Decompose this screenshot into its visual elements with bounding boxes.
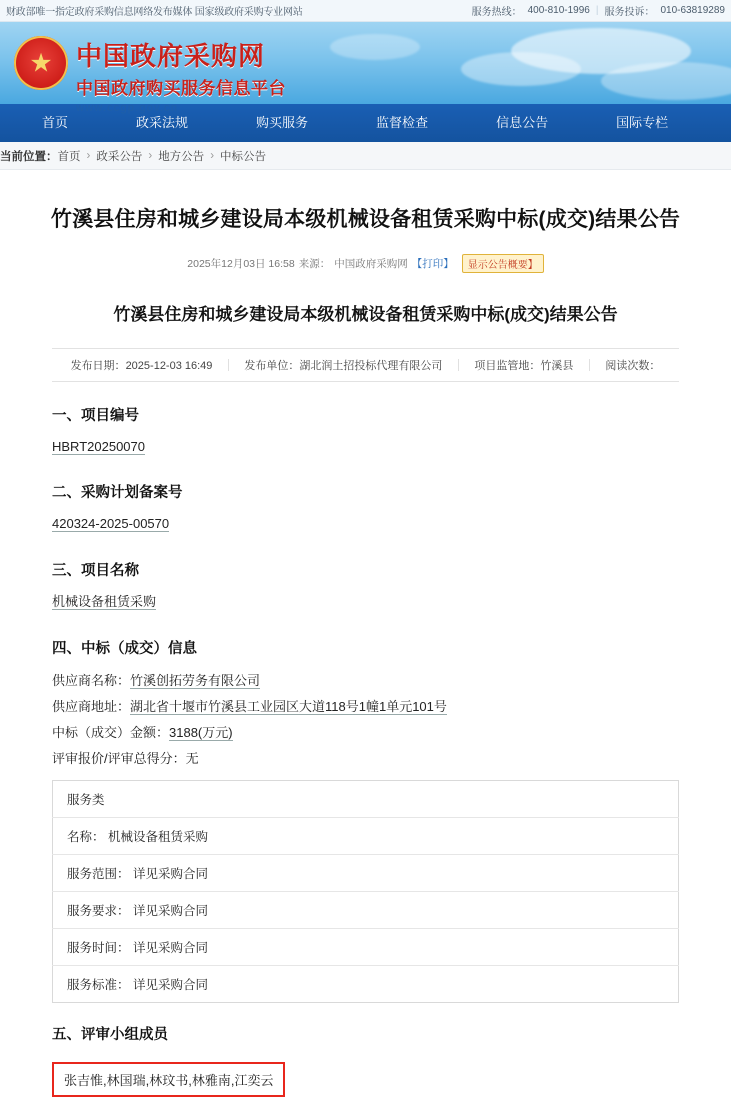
nav-regulations[interactable]: 政采法规: [136, 115, 189, 130]
bid-supplier-name-value: 竹溪创拓劳务有限公司: [130, 672, 261, 688]
nav-supervision[interactable]: 监督检查: [376, 115, 429, 130]
bid-supplier-name-label: 供应商名称：: [52, 672, 131, 688]
service-scope-label: 服务范围：: [67, 866, 130, 881]
nav-purchase-service[interactable]: 购买服务: [256, 115, 309, 130]
complaint-number: 010-63819289: [660, 5, 725, 16]
section-review-panel-heading: 五、评审小组成员: [52, 1026, 168, 1043]
service-name-value: 机械设备租赁采购: [108, 829, 209, 844]
info-region-value: 竹溪县: [540, 359, 574, 372]
announcement-card: [40, 295, 691, 1115]
section-project-number-value: HBRT20250070: [52, 438, 145, 454]
bid-amount-row: [52, 720, 679, 746]
info-publisher: [228, 357, 458, 373]
national-emblem-icon: [14, 36, 68, 90]
section-project-name: [52, 559, 679, 615]
page-content: [0, 204, 731, 1115]
bid-amount-label: 中标（成交）金额：: [52, 724, 170, 740]
complaint-label: 服务投诉：: [604, 7, 655, 18]
service-time-value: 详见采购合同: [133, 940, 209, 955]
bid-supplier-name-row: [52, 668, 679, 694]
info-views: [589, 357, 676, 373]
info-region: [458, 357, 589, 373]
breadcrumb-item-local[interactable]: 地方公告: [158, 150, 205, 163]
section-bid-result-heading: 四、中标（成交）信息: [52, 640, 197, 657]
review-members-value: 张吉惟,林国瑞,林玟书,林雅南,江奕云: [64, 1072, 274, 1088]
section-project-number-heading: 一、项目编号: [52, 407, 139, 424]
table-row: [53, 891, 679, 928]
source-label: 来源：: [298, 257, 331, 270]
site-name-primary: 中国政府采购网: [76, 42, 266, 72]
breadcrumb-item-home[interactable]: 首页: [57, 150, 81, 163]
top-info-bar: [0, 0, 731, 22]
table-row: [53, 928, 679, 965]
service-requirement-value: 详见采购合同: [133, 903, 209, 918]
cloud-decoration-icon: [461, 52, 581, 86]
table-row: [53, 780, 679, 817]
breadcrumb-item-notices[interactable]: 政采公告: [96, 150, 143, 163]
service-hotline-number: 400-810-1996: [527, 5, 590, 16]
table-row: [53, 854, 679, 891]
breadcrumb-separator: ›: [86, 149, 91, 162]
divider: |: [595, 5, 599, 16]
breadcrumb-label: 当前位置：: [0, 150, 58, 163]
site-banner: [0, 22, 731, 114]
section-project-number: [52, 404, 679, 460]
nav-home[interactable]: 首页: [42, 115, 69, 130]
service-time-label: 服务时间：: [67, 940, 130, 955]
info-publisher-label: 发布单位：: [244, 359, 300, 372]
bid-supplier-address-value: 湖北省十堰市竹溪县工业园区大道118号1幢1单元101号: [130, 698, 447, 714]
publish-datetime: 2025年12月03日 16:58: [187, 257, 295, 270]
info-publish-date-label: 发布日期：: [70, 359, 126, 372]
breadcrumb: [0, 142, 731, 170]
info-publish-date: [55, 357, 229, 373]
bid-score-row: [52, 746, 679, 772]
service-table-header: 服务类: [53, 780, 679, 817]
breadcrumb-separator: ›: [148, 149, 153, 162]
info-views-label: 阅读次数：: [605, 359, 661, 372]
announcement-title: 竹溪县住房和城乡建设局本级机械设备租赁采购中标(成交)结果公告: [113, 304, 618, 324]
service-standard-value: 详见采购合同: [133, 977, 209, 992]
bid-score-value: 无: [185, 750, 199, 766]
nav-announcements[interactable]: 信息公告: [496, 115, 549, 130]
top-slogan: 财政部唯一指定政府采购信息网络发布媒体 国家级政府采购专业网站: [6, 7, 303, 18]
site-logo[interactable]: [76, 36, 286, 114]
show-summary-button[interactable]: 显示公告概要】: [462, 254, 544, 273]
page-title: 竹溪县住房和城乡建设局本级机械设备租赁采购中标(成交)结果公告: [50, 208, 681, 231]
bid-supplier-address-row: [52, 694, 679, 720]
source-value: 中国政府采购网: [334, 257, 408, 270]
service-detail-table: [52, 780, 679, 1003]
table-row: [53, 965, 679, 1002]
section-project-name-heading: 三、项目名称: [52, 563, 139, 580]
info-publisher-value: 湖北润土招投标代理有限公司: [299, 359, 443, 372]
print-button[interactable]: 【打印】: [411, 257, 454, 270]
bid-amount-value: 3188(万元): [169, 724, 233, 740]
cloud-decoration-icon: [330, 34, 420, 60]
info-region-label: 项目监管地：: [474, 359, 541, 372]
table-row: [53, 817, 679, 854]
service-standard-label: 服务标准：: [67, 977, 130, 992]
service-name-label: 名称：: [67, 829, 105, 844]
info-publish-date-value: 2025-12-03 16:49: [125, 359, 213, 372]
site-name-secondary: 中国政府购买服务信息平台: [76, 79, 286, 99]
section-plan-record-number: [52, 481, 679, 537]
section-plan-record-number-value: 420324-2025-00570: [52, 516, 170, 532]
page-meta: [40, 254, 691, 273]
nav-international[interactable]: 国际专栏: [616, 115, 669, 130]
review-members-highlight: [52, 1062, 285, 1097]
bid-supplier-address-label: 供应商地址：: [52, 698, 131, 714]
section-project-name-value: 机械设备租赁采购: [52, 594, 157, 610]
service-requirement-label: 服务要求：: [67, 903, 130, 918]
cloud-decoration-icon: [601, 62, 751, 100]
breadcrumb-item-winning[interactable]: 中标公告: [220, 150, 267, 163]
site-url: www.ccgp.gov.cn: [76, 102, 179, 114]
bid-score-label: 评审报价/评审总得分：: [52, 750, 186, 766]
section-plan-record-number-heading: 二、采购计划备案号: [52, 485, 183, 502]
announcement-info-strip: [52, 348, 679, 382]
top-contact: [472, 3, 725, 18]
breadcrumb-separator: ›: [210, 149, 215, 162]
section-review-panel: [52, 1023, 679, 1105]
service-hotline-label: 服务热线：: [471, 7, 522, 18]
service-scope-value: 详见采购合同: [133, 866, 209, 881]
section-bid-result: [52, 637, 679, 1003]
